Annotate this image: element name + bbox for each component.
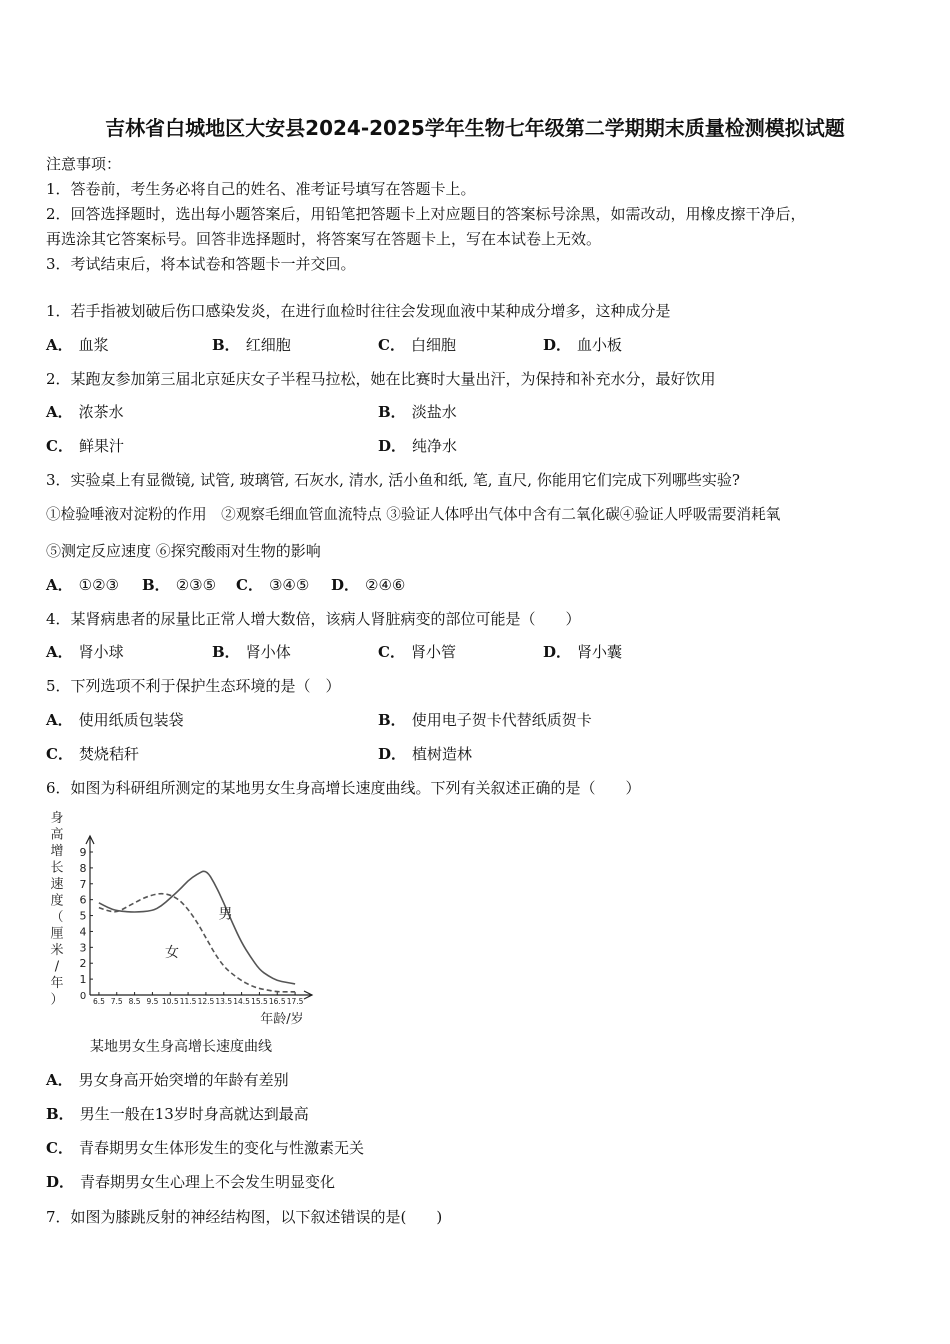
option-letter: D． (46, 1173, 75, 1191)
chart-svg (44, 808, 334, 1038)
y-axis-label-char: 度 (50, 893, 64, 909)
option-text: ②③⑤ (175, 576, 217, 594)
q2-option-c[interactable] (46, 435, 124, 456)
y-tick-label: 2 (79, 957, 87, 971)
y-tick-label: 9 (79, 846, 87, 859)
notes-line: 1．答卷前，考生务必将自己的姓名、准考证号填写在答题卡上。 (46, 180, 476, 198)
option-text: 肾小管 (410, 643, 456, 661)
q1-option-d[interactable] (543, 334, 622, 355)
origin-label: 0 (79, 991, 87, 1002)
notes-line: 再选涂其它答案标号。回答非选择题时，将答案写在答题卡上，写在本试卷上无效。 (46, 230, 602, 248)
y-axis-label-char: （ (50, 910, 64, 925)
q4-option-d[interactable] (543, 641, 622, 662)
q3-option-b[interactable] (142, 574, 216, 595)
y-axis-label-char: 米 (50, 943, 64, 958)
option-text: 血小板 (577, 336, 623, 354)
option-text: 白细胞 (410, 336, 456, 354)
option-letter: C． (236, 576, 263, 594)
option-letter: A． (46, 336, 73, 354)
x-tick-label: 13.5 (215, 997, 233, 1006)
option-text: ②④⑥ (365, 576, 406, 594)
option-letter: C． (46, 1139, 73, 1157)
q5-option-d[interactable] (378, 743, 472, 764)
x-tick-label: 9.5 (146, 997, 159, 1006)
option-text: 纯净水 (412, 437, 458, 455)
option-letter: B． (212, 643, 240, 661)
question-6-stem: 6．如图为科研组所测定的某地男女生身高增长速度曲线。下列有关叙述正确的是（ ） (46, 779, 641, 797)
y-tick-label: 3 (79, 941, 87, 955)
q5-option-b[interactable] (378, 709, 592, 730)
option-text: 肾小囊 (577, 643, 623, 661)
option-letter: A． (46, 643, 73, 661)
option-text: 焚烧秸秆 (78, 745, 139, 763)
y-axis-label-char: 高 (50, 827, 64, 843)
option-text: 青春期男女生心理上不会发生明显变化 (80, 1173, 336, 1191)
y-axis-label-char: 厘 (50, 926, 64, 942)
option-text: 使用电子贺卡代替纸质贺卡 (411, 711, 592, 729)
option-text: 浓茶水 (78, 403, 124, 421)
q4-option-b[interactable] (212, 641, 291, 662)
option-letter: B． (212, 336, 240, 354)
x-tick-label: 8.5 (128, 997, 141, 1006)
question-1-stem: 1．若手指被划破后伤口感染发炎，在进行血检时往往会发现血液中某种成分增多，这种成分是 (46, 302, 671, 320)
q1-option-c[interactable] (378, 334, 456, 355)
question-3-stem: 3．实验桌上有显微镜, 试管, 玻璃管, 石灰水, 清水, 活小鱼和纸, 笔, 直尺, 你能用它们完成下列哪些实验? (46, 471, 740, 489)
option-text: 红细胞 (245, 336, 291, 354)
option-letter: D． (543, 336, 572, 354)
option-text: 使用纸质包装袋 (78, 711, 184, 729)
x-tick-label: 6.5 (92, 997, 105, 1006)
option-text: 肾小球 (78, 643, 124, 661)
y-axis-label-char: 增 (50, 844, 64, 859)
y-tick-label: 4 (79, 925, 87, 939)
x-tick-label: 14.5 (233, 997, 250, 1006)
option-letter: C． (46, 745, 73, 763)
q5-option-c[interactable] (46, 743, 139, 764)
series-female-label: 女 (165, 944, 180, 961)
question-3-experiments-line-2: ⑤测定反应速度 ⑥探究酸雨对生物的影响 (46, 542, 321, 560)
x-tick-label: 10.5 (161, 997, 179, 1006)
q6-option-d[interactable] (46, 1171, 335, 1192)
option-letter: D． (331, 576, 360, 594)
q3-option-d[interactable] (331, 574, 405, 595)
series-male-label: 男 (218, 906, 233, 923)
y-axis-label-char: 年 (50, 976, 64, 991)
option-letter: D． (378, 745, 407, 763)
q6-option-b[interactable] (46, 1103, 309, 1124)
y-axis-label-char: 长 (50, 860, 64, 876)
option-letter: D． (378, 437, 407, 455)
q6-option-a[interactable] (46, 1069, 289, 1090)
option-letter: A． (46, 1071, 73, 1089)
question-7-stem: 7．如图为膝跳反射的神经结构图，以下叙述错误的是( ) (46, 1208, 443, 1226)
q3-option-c[interactable] (236, 574, 309, 595)
page-title: 吉林省白城地区大安县2024-2025学年生物七年级第二学期期末质量检测模拟试题 (105, 116, 845, 140)
x-axis-label: 年龄/岁 (260, 1012, 304, 1027)
option-letter: D． (543, 643, 572, 661)
notes-heading: 注意事项： (46, 155, 122, 173)
x-tick-label: 16.5 (268, 997, 286, 1006)
x-tick-label: 12.5 (197, 997, 215, 1006)
x-tick-label: 17.5 (286, 997, 304, 1006)
option-text: 植树造林 (412, 745, 473, 763)
option-text: 青春期男女生体形发生的变化与性激素无关 (78, 1139, 364, 1157)
q2-option-b[interactable] (378, 401, 457, 422)
x-tick-label: 7.5 (110, 997, 123, 1006)
option-text: 鲜果汁 (78, 437, 124, 455)
y-tick-label: 6 (79, 893, 87, 907)
question-5-stem: 5．下列选项不利于保护生态环境的是（ ） (46, 677, 341, 695)
option-letter: B． (378, 711, 406, 729)
option-letter: B． (378, 403, 406, 421)
chart-caption: 某地男女生身高增长速度曲线 (90, 1039, 272, 1055)
notes-line: 2．回答选择题时，选出每小题答案后，用铅笔把答题卡上对应题目的答案标号涂黑，如需改动，用橡皮擦干净后， (46, 205, 806, 223)
y-axis-label-char: 速 (50, 877, 64, 892)
x-tick-label: 15.5 (251, 997, 268, 1006)
y-axis-label-char: / (54, 959, 60, 975)
y-axis-label-char: ） (50, 992, 64, 1008)
question-2-stem: 2．某跑友参加第三届北京延庆女子半程马拉松，她在比赛时大量出汗，为保持和补充水分，最好饮用 (46, 370, 716, 388)
option-text: ③④⑤ (268, 576, 310, 594)
option-letter: B． (142, 576, 170, 594)
notes-section (46, 152, 906, 277)
q6-option-c[interactable] (46, 1137, 364, 1158)
option-text: 男生一般在13岁时身高就达到最高 (79, 1105, 309, 1123)
option-text: 血浆 (78, 336, 109, 354)
q5-option-a[interactable] (46, 709, 184, 730)
q3-option-a[interactable] (46, 574, 119, 595)
q4-option-a[interactable] (46, 641, 124, 662)
growth-speed-chart (44, 808, 334, 1058)
option-letter: C． (378, 336, 405, 354)
option-text: 淡盐水 (411, 403, 457, 421)
y-tick-label: 5 (79, 909, 87, 923)
question-3-experiments-line-1: ①检验唾液对淀粉的作用 ②观察毛细血管血流特点 ③验证人体呼出气体中含有二氧化碳④验证人呼吸需要消耗氧 (46, 506, 781, 523)
series-female-line (99, 894, 295, 992)
y-tick-label: 1 (79, 973, 87, 987)
option-text: 肾小体 (245, 643, 291, 661)
option-letter: A． (46, 576, 73, 594)
y-tick-label: 7 (79, 877, 87, 891)
q1-option-a[interactable] (46, 334, 109, 355)
y-axis-label-char: 身 (50, 811, 64, 826)
q2-option-d[interactable] (378, 435, 457, 456)
y-tick-label: 8 (79, 861, 87, 875)
option-letter: B． (46, 1105, 74, 1123)
series-male-line (99, 871, 295, 984)
notes-line: 3．考试结束后，将本试卷和答题卡一并交回。 (46, 255, 356, 273)
question-4-stem: 4．某肾病患者的尿量比正常人增大数倍，该病人肾脏病变的部位可能是（ ） (46, 610, 581, 628)
q2-option-a[interactable] (46, 401, 124, 422)
option-letter: C． (378, 643, 405, 661)
option-letter: A． (46, 403, 73, 421)
option-letter: A． (46, 711, 73, 729)
option-text: ①②③ (78, 576, 119, 594)
option-letter: C． (46, 437, 73, 455)
x-tick-label: 11.5 (179, 997, 197, 1006)
q4-option-c[interactable] (378, 641, 456, 662)
q1-option-b[interactable] (212, 334, 291, 355)
option-text: 男女身高开始突增的年龄有差别 (78, 1071, 289, 1089)
